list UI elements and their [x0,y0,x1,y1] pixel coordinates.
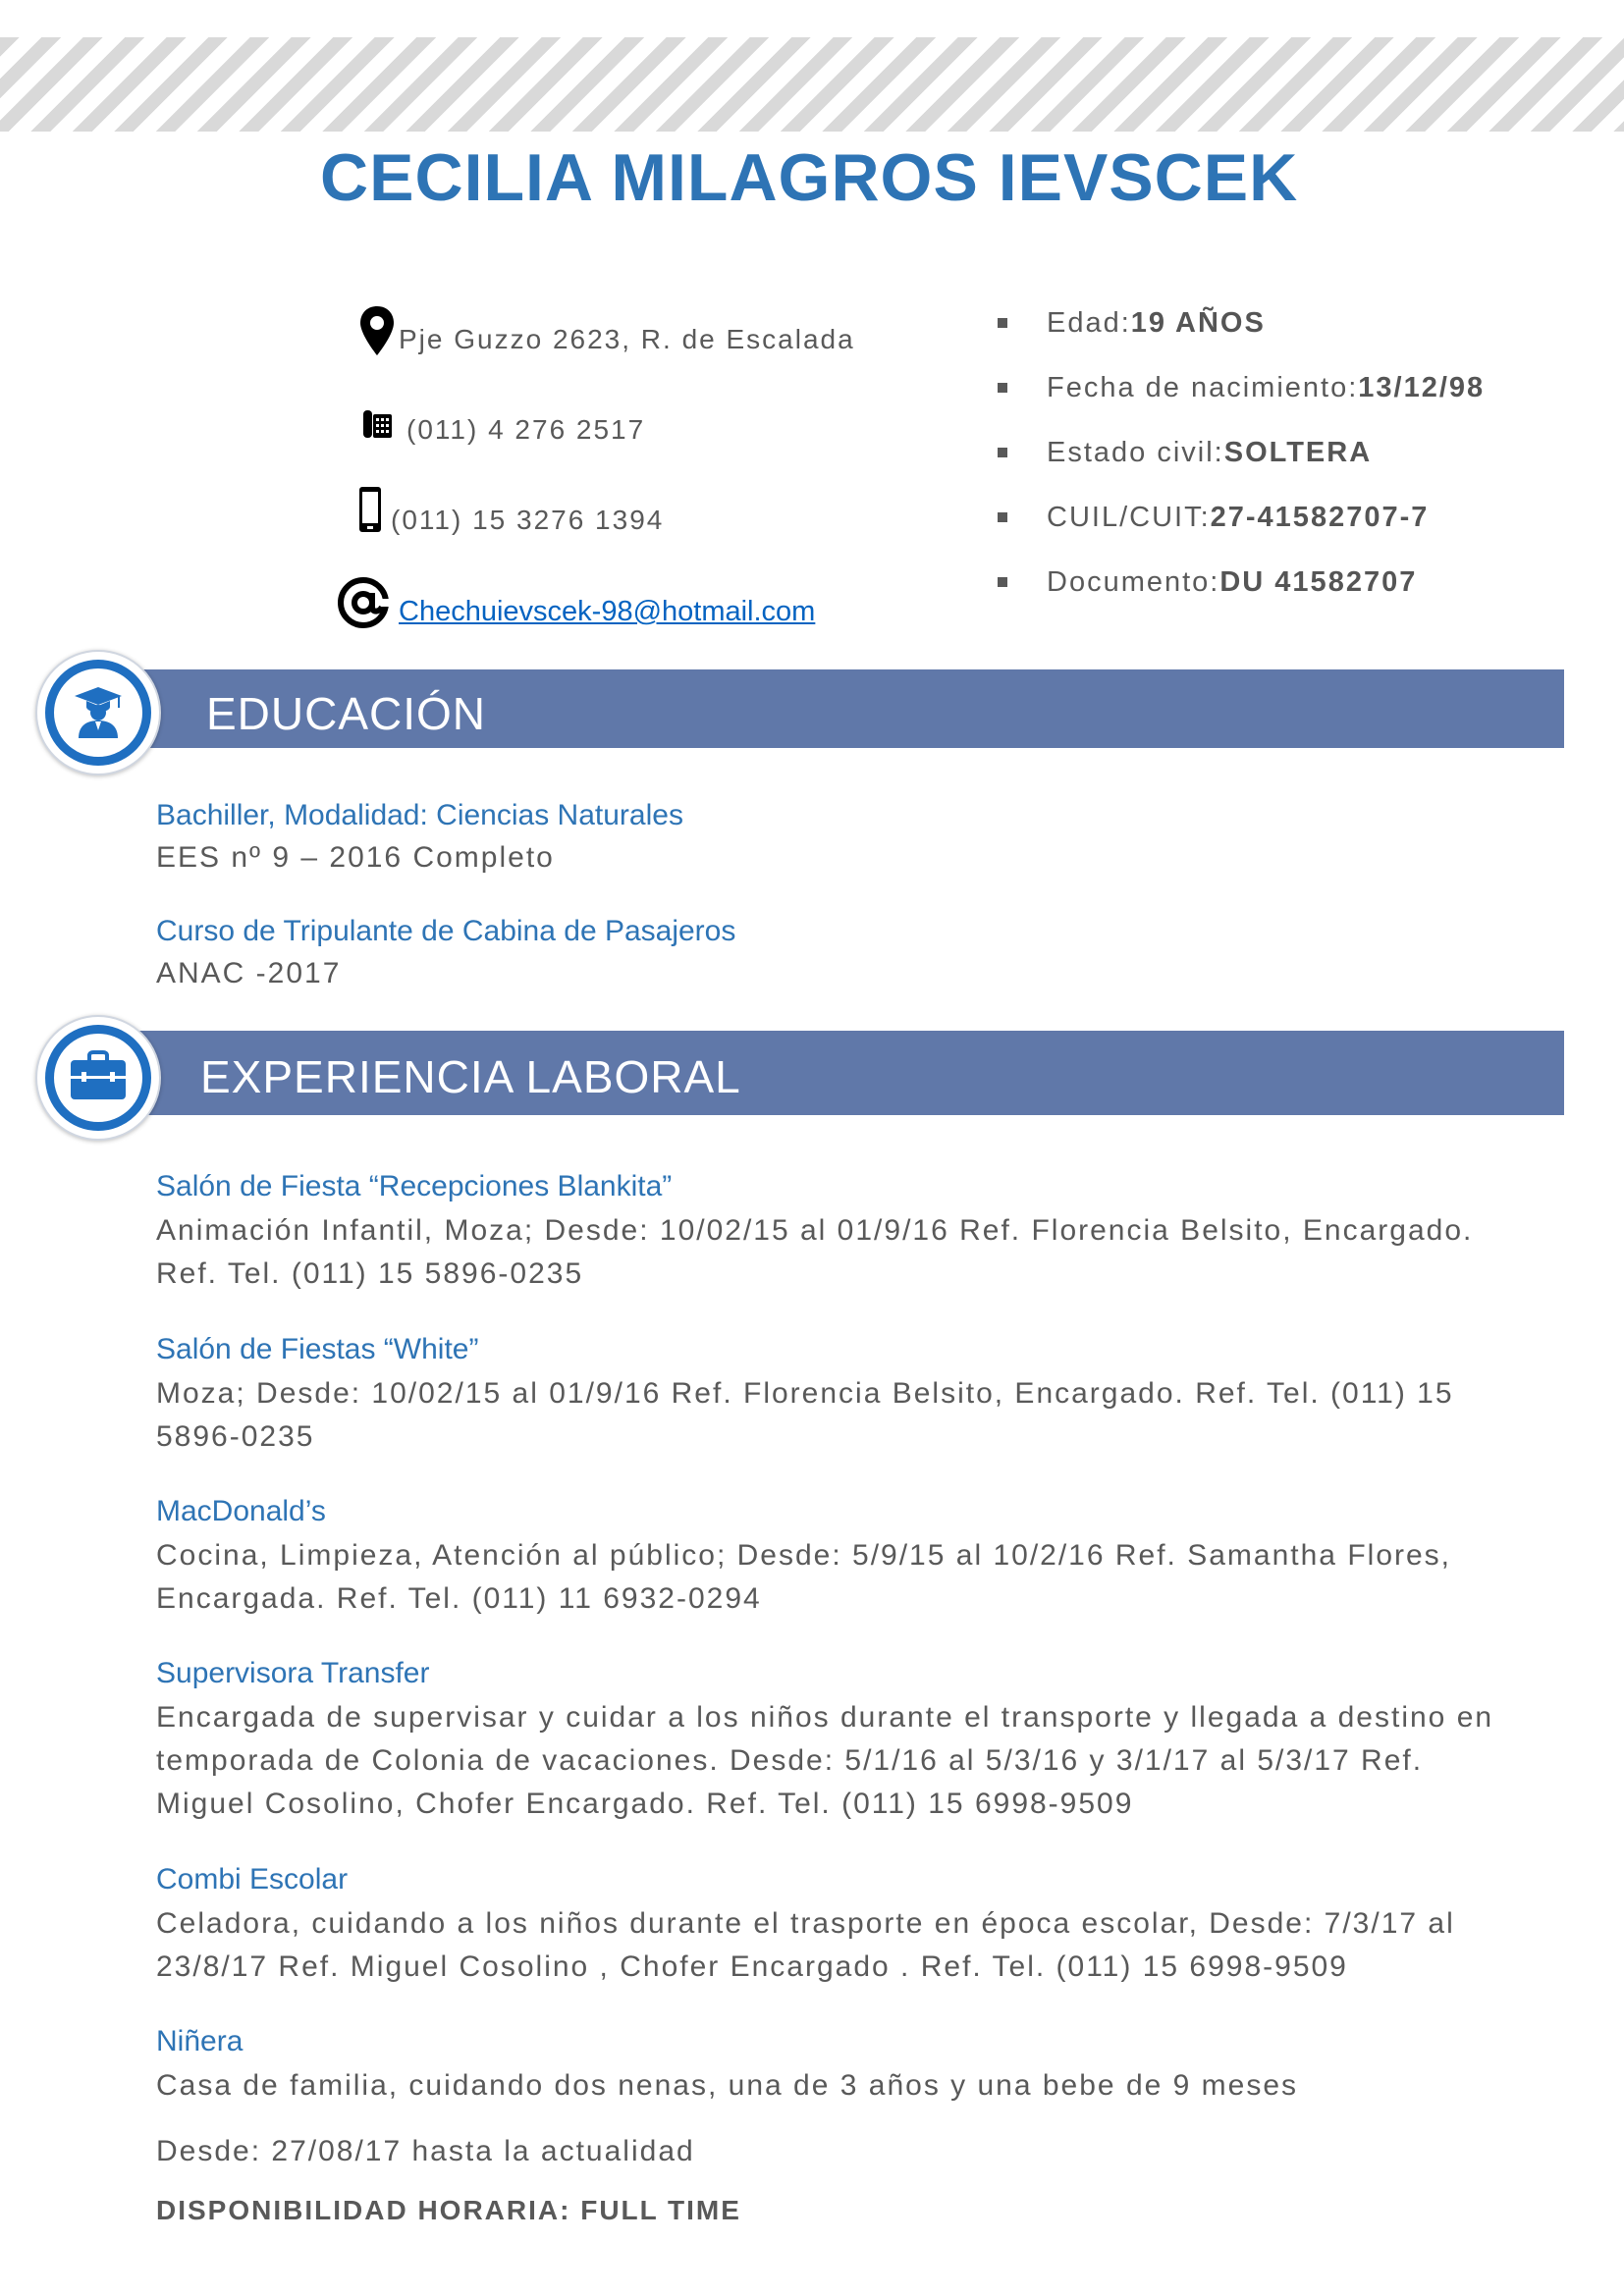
education-section-title: EDUCACIÓN [206,688,487,739]
experience-entry-detail: Casa de familia, cuidando dos nenas, una de 3 años y una bebe de 9 meses [156,2069,1299,2102]
at-sign-icon [334,575,393,630]
contact-email-row [334,575,815,630]
header-stripe-band [0,37,1624,132]
address-text: Pje Guzzo 2623, R. de Escalada [399,324,855,354]
info-birthdate: Fecha de nacimiento: 13/12/98 [998,355,1485,420]
contact-address-row [355,304,855,359]
experience-entry-detail: Cocina, Limpieza, Atención al público; Desde: 5/9/15 al 10/2/16 Ref. Samantha Flores, Encargada. Ref. Tel. (011) 11 6932-0294 [156,1539,1452,1615]
location-pin-icon [355,304,399,359]
experience-entry-title: MacDonald’s [156,1495,326,1527]
education-entry-detail: EES nº 9 – 2016 Completo [156,841,555,874]
experience-entry-extra: Desde: 27/08/17 hasta la actualidad [156,2135,695,2167]
info-document: Documento: DU 41582707 [998,550,1485,614]
experience-entry-detail: Celadora, cuidando a los niños durante el trasporte en época escolar, Desde: 7/3/17 al 23/8/17 Ref. Miguel Cosolino , Chofer Encargado . Ref. Tel. (011) 15 6998-9509 [156,1907,1455,1983]
graduate-icon [69,681,128,745]
experience-section-title: EXPERIENCIA LABORAL [200,1051,741,1102]
experience-entry-title: Salón de Fiesta “Recepciones Blankita” [156,1170,673,1202]
experience-entry-title: Salón de Fiestas “White” [156,1333,479,1365]
experience-entry-detail: Encargada de supervisar y cuidar a los niños durante el transporte y llegada a destino en temporada de Colonia de vacaciones. Desde: 5/1/16 al 5/3/16 y 3/1/17 al 5/3/17 Ref. Miguel Cosolino, Chofer Encargado. Ref. Tel. (011) 15 6998-9509 [156,1701,1494,1820]
email-link[interactable]: Chechuievscek-98@hotmail.com [399,596,816,627]
education-entry-title: Bachiller, Modalidad: Ciencias Naturales [156,799,683,831]
square-bullet-icon [998,448,1007,457]
availability-note: DISPONIBILIDAD HORARIA: FULL TIME [156,2195,741,2225]
telephone-icon [355,400,399,448]
education-entry-title: Curso de Tripulante de Cabina de Pasajeros [156,915,736,947]
mobile-text: (011) 15 3276 1394 [391,505,665,535]
phone-text: (011) 4 276 2517 [406,414,646,445]
info-age: Edad: 19 AÑOS [998,291,1485,355]
square-bullet-icon [998,383,1007,393]
briefcase-icon [69,1050,128,1106]
square-bullet-icon [998,318,1007,328]
experience-badge [35,1015,161,1141]
experience-entry-title: Combi Escolar [156,1863,349,1896]
personal-info-list [998,291,1485,614]
education-entry-detail: ANAC -2017 [156,957,342,989]
contact-mobile-row [355,483,664,536]
square-bullet-icon [998,512,1007,522]
experience-entry-detail: Animación Infantil, Moza; Desde: 10/02/15 al 01/9/16 Ref. Florencia Belsito, Encargado. Ref. Tel. (011) 15 5896-0235 [156,1214,1474,1290]
info-civil-status: Estado civil: SOLTERA [998,420,1485,485]
experience-entry-detail: Moza; Desde: 10/02/15 al 01/9/16 Ref. Florencia Belsito, Encargado. Ref. Tel. (011) 15 5896-0235 [156,1377,1454,1453]
square-bullet-icon [998,577,1007,587]
candidate-name: CECILIA MILAGROS IEVSCEK [320,140,1299,215]
experience-entry-title: Supervisora Transfer [156,1657,430,1689]
info-cuil: CUIL/CUIT: 27-41582707-7 [998,485,1485,550]
education-badge [35,650,161,775]
contact-phone-row [355,400,645,448]
mobile-phone-icon [355,483,385,536]
experience-entry-title: Niñera [156,2025,244,2057]
